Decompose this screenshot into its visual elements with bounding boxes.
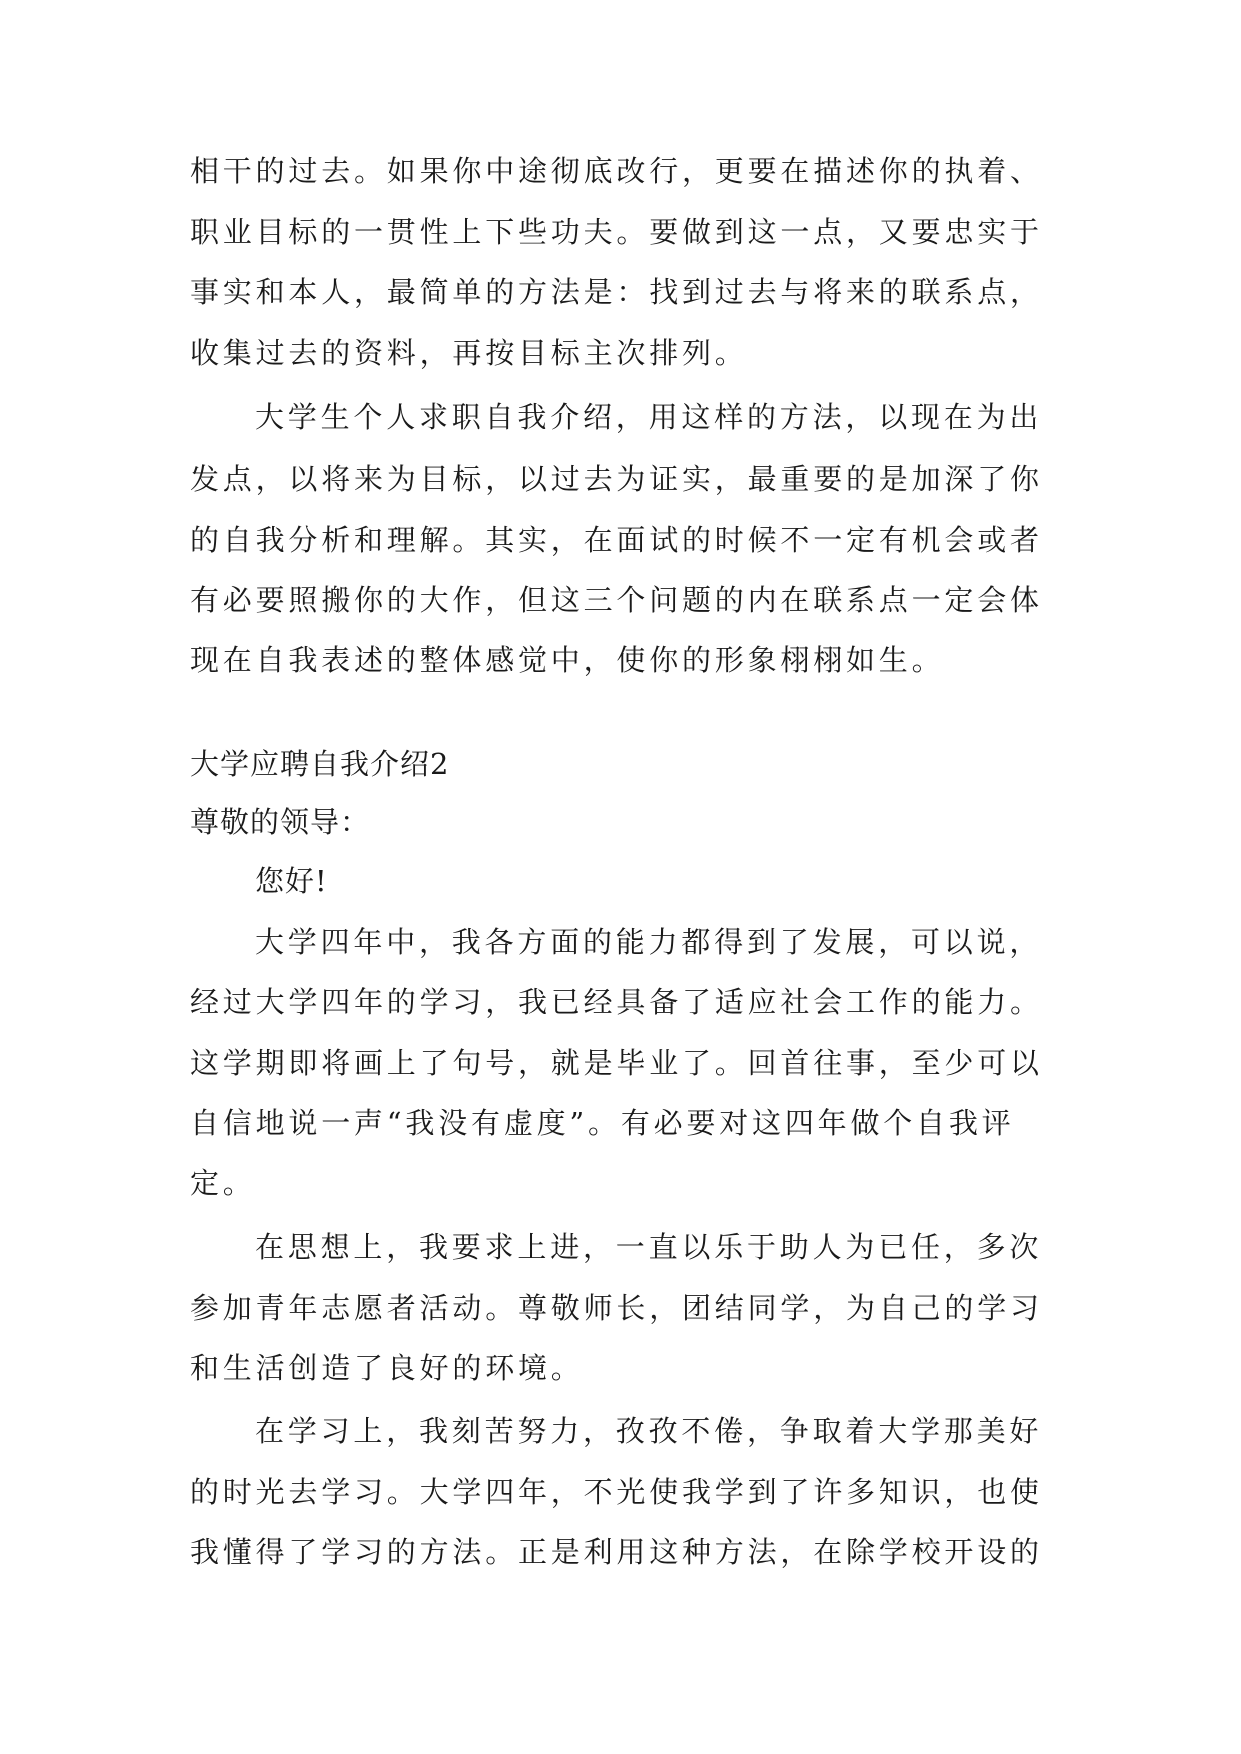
text-line: 收集过去的资料，再按目标主次排列。	[190, 336, 748, 370]
text-line: 自信地说一声“我没有虚度”。有必要对这四年做个自我评	[190, 1106, 1015, 1140]
paragraph-first-line: 大学生个人求职自我介绍，用这样的方法，以现在为出	[255, 400, 1043, 434]
text-line: 的时光去学习。大学四年，不光使我学到了许多知识，也使	[190, 1475, 1043, 1509]
salutation: 尊敬的领导：	[190, 805, 371, 839]
text-line: 相干的过去。如果你中途彻底改行，更要在描述你的执着、	[190, 154, 1043, 188]
text-line: 定。	[190, 1166, 256, 1200]
section-heading: 大学应聘自我介绍2	[190, 747, 450, 781]
greeting: 您好!	[255, 864, 328, 898]
text-line: 职业目标的一贯性上下些功夫。要做到这一点，又要忠实于	[190, 215, 1043, 249]
text-line: 有必要照搬你的大作，但这三个问题的内在联系点一定会体	[190, 583, 1043, 617]
text-line: 经过大学四年的学习，我已经具备了适应社会工作的能力。	[190, 985, 1043, 1019]
text-line: 我懂得了学习的方法。正是利用这种方法，在除学校开设的	[190, 1535, 1043, 1569]
text-line: 发点，以将来为目标，以过去为证实，最重要的是加深了你	[190, 462, 1043, 496]
text-line: 这学期即将画上了句号，就是毕业了。回首往事，至少可以	[190, 1046, 1043, 1080]
text-line: 事实和本人，最简单的方法是：找到过去与将来的联系点，	[190, 275, 1043, 309]
paragraph-first-line: 在学习上，我刻苦努力，孜孜不倦，争取着大学那美好	[255, 1414, 1043, 1448]
text-line: 的自我分析和理解。其实，在面试的时候不一定有机会或者	[190, 523, 1043, 557]
paragraph-first-line: 大学四年中，我各方面的能力都得到了发展，可以说，	[255, 925, 1043, 959]
text-line: 参加青年志愿者活动。尊敬师长，团结同学，为自己的学习	[190, 1291, 1043, 1325]
text-line: 现在自我表述的整体感觉中，使你的形象栩栩如生。	[190, 643, 945, 677]
text-line: 和生活创造了良好的环境。	[190, 1351, 584, 1385]
paragraph-first-line: 在思想上，我要求上进，一直以乐于助人为已任，多次	[255, 1230, 1043, 1264]
